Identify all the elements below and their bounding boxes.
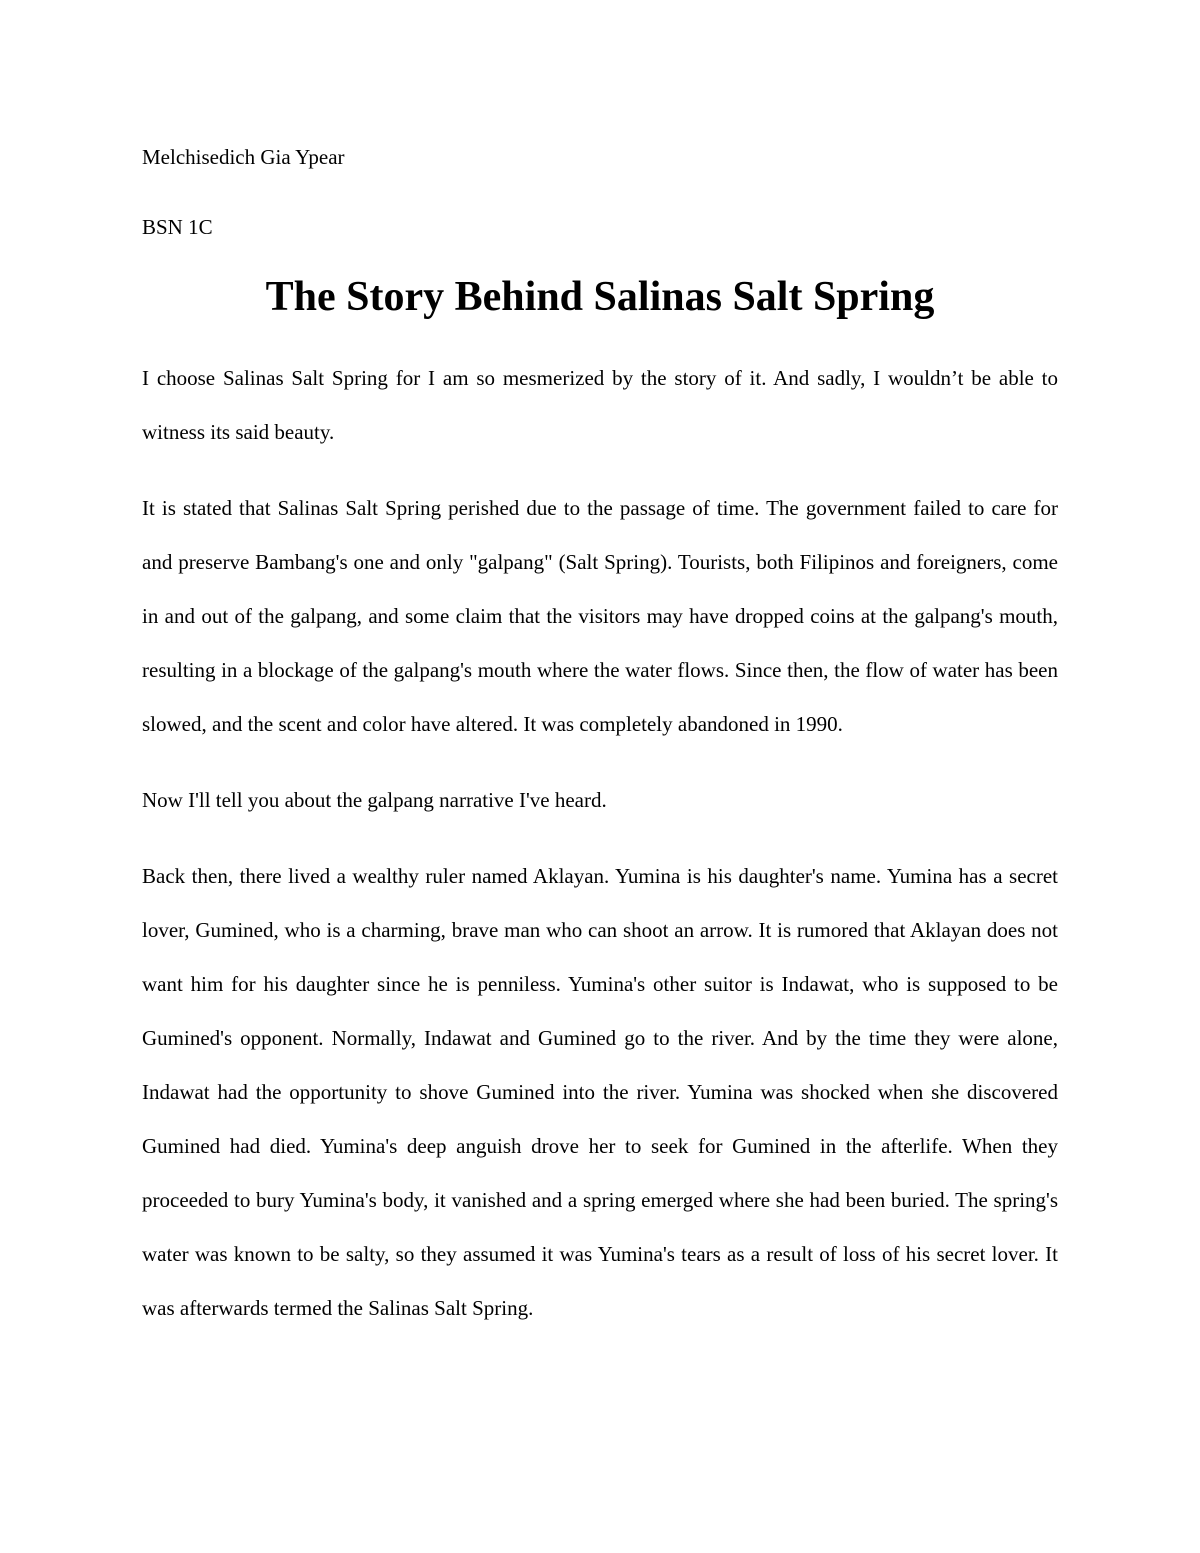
- paragraph-legend: Back then, there lived a wealthy ruler named Aklayan. Yumina is his daughter's name. Yumina has a secret lover, Gumined, who is a charming, brave man who can shoot an arrow. It is rumored that Aklayan does not want him for his daughter since he is penniless. Yumina's other suitor is Indawat, who is supposed to be Gumined's opponent. Normally, Indawat and Gumined go to the river. And by the time they were alone, Indawat had the opportunity to shove Gumined into the river. Yumina was shocked when she discovered Gumined had died. Yumina's deep anguish drove her to seek for Gumined in the afterlife. When they proceeded to bury Yumina's body, it vanished and a spring emerged where she had been buried. The spring's water was known to be salty, so they assumed it was Yumina's tears as a result of loss of his secret lover. It was afterwards termed the Salinas Salt Spring.: [142, 864, 1058, 1320]
- author-name: Melchisedich Gia Ypear: [142, 145, 345, 169]
- paragraph-history: It is stated that Salinas Salt Spring perished due to the passage of time. The government failed to care for and preserve Bambang's one and only "galpang" (Salt Spring). Tourists, both Filipinos and foreigners, come in and out of the galpang, and some claim that the visitors may have dropped coins at the galpang's mouth, resulting in a blockage of the galpang's mouth where the water flows. Since then, the flow of water has been slowed, and the scent and color have altered. It was completely abandoned in 1990.: [142, 496, 1058, 736]
- document-body: [142, 141, 1058, 1357]
- essay-title: The Story Behind Salinas Salt Spring: [265, 274, 935, 320]
- course-section: BSN 1C: [142, 215, 213, 239]
- paragraph-transition: Now I'll tell you about the galpang narrative I've heard.: [142, 788, 607, 812]
- paragraph-intro: I choose Salinas Salt Spring for I am so mesmerized by the story of it. And sadly, I wouldn’t be able to witness its said beauty.: [142, 366, 1058, 444]
